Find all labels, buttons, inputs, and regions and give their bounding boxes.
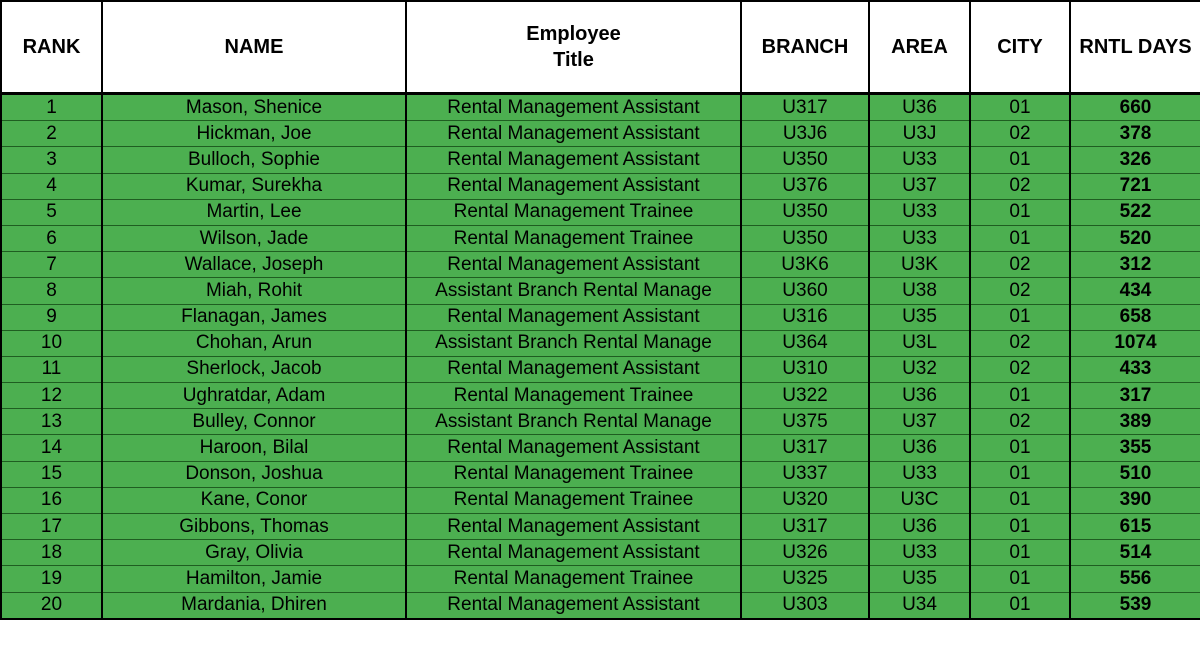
branch-cell: U350 xyxy=(741,199,869,225)
rank-cell: 13 xyxy=(1,409,102,435)
area-cell: U33 xyxy=(869,461,970,487)
city-cell: 01 xyxy=(970,566,1070,592)
table-row xyxy=(1,383,1200,409)
city-cell: 02 xyxy=(970,330,1070,356)
area-cell: U33 xyxy=(869,199,970,225)
name-cell: Chohan, Arun xyxy=(102,330,406,356)
rank-cell: 4 xyxy=(1,173,102,199)
city-cell: 01 xyxy=(970,147,1070,173)
rental-days-cell: 615 xyxy=(1070,514,1200,540)
name-cell: Mason, Shenice xyxy=(102,94,406,121)
branch-cell: U303 xyxy=(741,592,869,619)
branch-cell: U320 xyxy=(741,487,869,513)
rank-cell: 2 xyxy=(1,121,102,147)
name-cell: Bulley, Connor xyxy=(102,409,406,435)
rank-cell: 10 xyxy=(1,330,102,356)
name-cell: Gray, Olivia xyxy=(102,540,406,566)
table-row xyxy=(1,252,1200,278)
rental-days-cell: 433 xyxy=(1070,356,1200,382)
rental-days-cell: 1074 xyxy=(1070,330,1200,356)
rental-days-cell: 658 xyxy=(1070,304,1200,330)
employee-title-cell: Assistant Branch Rental Manage xyxy=(406,278,741,304)
branch-cell: U325 xyxy=(741,566,869,592)
name-cell: Bulloch, Sophie xyxy=(102,147,406,173)
city-cell: 01 xyxy=(970,592,1070,619)
area-cell: U38 xyxy=(869,278,970,304)
branch-cell: U317 xyxy=(741,94,869,121)
name-cell: Wilson, Jade xyxy=(102,225,406,251)
city-cell: 01 xyxy=(970,540,1070,566)
name-cell: Mardania, Dhiren xyxy=(102,592,406,619)
employee-title-cell: Rental Management Assistant xyxy=(406,94,741,121)
table-header xyxy=(1,1,1200,94)
rank-cell: 16 xyxy=(1,487,102,513)
rental-days-cell: 510 xyxy=(1070,461,1200,487)
area-cell: U33 xyxy=(869,540,970,566)
rental-days-cell: 326 xyxy=(1070,147,1200,173)
city-cell: 02 xyxy=(970,173,1070,199)
rental-days-cell: 312 xyxy=(1070,252,1200,278)
header-city: CITY xyxy=(970,1,1070,94)
name-cell: Miah, Rohit xyxy=(102,278,406,304)
employee-title-cell: Rental Management Trainee xyxy=(406,199,741,225)
area-cell: U3C xyxy=(869,487,970,513)
header-rental-days: RNTL DAYS xyxy=(1070,1,1200,94)
rank-cell: 12 xyxy=(1,383,102,409)
branch-cell: U316 xyxy=(741,304,869,330)
city-cell: 01 xyxy=(970,304,1070,330)
area-cell: U36 xyxy=(869,383,970,409)
name-cell: Martin, Lee xyxy=(102,199,406,225)
branch-cell: U375 xyxy=(741,409,869,435)
branch-cell: U326 xyxy=(741,540,869,566)
city-cell: 02 xyxy=(970,356,1070,382)
city-cell: 02 xyxy=(970,409,1070,435)
area-cell: U32 xyxy=(869,356,970,382)
branch-cell: U322 xyxy=(741,383,869,409)
rental-days-cell: 514 xyxy=(1070,540,1200,566)
city-cell: 02 xyxy=(970,121,1070,147)
table-row xyxy=(1,278,1200,304)
branch-cell: U360 xyxy=(741,278,869,304)
branch-cell: U310 xyxy=(741,356,869,382)
table-row xyxy=(1,199,1200,225)
branch-cell: U364 xyxy=(741,330,869,356)
rank-cell: 14 xyxy=(1,435,102,461)
branch-cell: U317 xyxy=(741,514,869,540)
area-cell: U35 xyxy=(869,566,970,592)
employee-title-cell: Rental Management Assistant xyxy=(406,121,741,147)
rank-cell: 19 xyxy=(1,566,102,592)
rank-cell: 5 xyxy=(1,199,102,225)
branch-cell: U337 xyxy=(741,461,869,487)
area-cell: U33 xyxy=(869,147,970,173)
table-body xyxy=(1,94,1200,619)
name-cell: Gibbons, Thomas xyxy=(102,514,406,540)
rank-cell: 7 xyxy=(1,252,102,278)
table-row xyxy=(1,94,1200,121)
table-row xyxy=(1,461,1200,487)
rank-cell: 15 xyxy=(1,461,102,487)
employee-title-cell: Rental Management Assistant xyxy=(406,173,741,199)
table-row xyxy=(1,356,1200,382)
area-cell: U3K xyxy=(869,252,970,278)
area-cell: U3L xyxy=(869,330,970,356)
city-cell: 01 xyxy=(970,487,1070,513)
branch-cell: U317 xyxy=(741,435,869,461)
name-cell: Sherlock, Jacob xyxy=(102,356,406,382)
area-cell: U34 xyxy=(869,592,970,619)
name-cell: Hickman, Joe xyxy=(102,121,406,147)
area-cell: U36 xyxy=(869,94,970,121)
rental-days-cell: 378 xyxy=(1070,121,1200,147)
name-cell: Donson, Joshua xyxy=(102,461,406,487)
employee-title-cell: Rental Management Assistant xyxy=(406,147,741,173)
header-employee-title: Employee Title xyxy=(406,1,741,94)
header-name: NAME xyxy=(102,1,406,94)
table-row xyxy=(1,409,1200,435)
name-cell: Ughratdar, Adam xyxy=(102,383,406,409)
rank-cell: 17 xyxy=(1,514,102,540)
header-area: AREA xyxy=(869,1,970,94)
table-row xyxy=(1,147,1200,173)
employee-title-cell: Rental Management Trainee xyxy=(406,461,741,487)
employee-title-cell: Assistant Branch Rental Manage xyxy=(406,409,741,435)
branch-cell: U376 xyxy=(741,173,869,199)
employee-title-cell: Rental Management Trainee xyxy=(406,487,741,513)
rank-cell: 9 xyxy=(1,304,102,330)
table-row xyxy=(1,225,1200,251)
city-cell: 02 xyxy=(970,252,1070,278)
branch-cell: U350 xyxy=(741,147,869,173)
rental-days-cell: 660 xyxy=(1070,94,1200,121)
city-cell: 02 xyxy=(970,278,1070,304)
table-row xyxy=(1,330,1200,356)
rank-cell: 8 xyxy=(1,278,102,304)
rank-cell: 1 xyxy=(1,94,102,121)
employee-title-cell: Rental Management Assistant xyxy=(406,356,741,382)
employee-title-cell: Rental Management Assistant xyxy=(406,514,741,540)
name-cell: Flanagan, James xyxy=(102,304,406,330)
rental-days-cell: 317 xyxy=(1070,383,1200,409)
city-cell: 01 xyxy=(970,225,1070,251)
employee-title-cell: Rental Management Trainee xyxy=(406,225,741,251)
name-cell: Haroon, Bilal xyxy=(102,435,406,461)
employee-title-cell: Rental Management Assistant xyxy=(406,304,741,330)
name-cell: Kumar, Surekha xyxy=(102,173,406,199)
header-branch: BRANCH xyxy=(741,1,869,94)
table-row xyxy=(1,173,1200,199)
table-row xyxy=(1,540,1200,566)
area-cell: U33 xyxy=(869,225,970,251)
area-cell: U35 xyxy=(869,304,970,330)
table-row xyxy=(1,121,1200,147)
employee-title-cell: Rental Management Assistant xyxy=(406,435,741,461)
city-cell: 01 xyxy=(970,514,1070,540)
rank-cell: 6 xyxy=(1,225,102,251)
rank-cell: 18 xyxy=(1,540,102,566)
table-row xyxy=(1,435,1200,461)
employee-title-cell: Rental Management Trainee xyxy=(406,566,741,592)
rental-days-cell: 522 xyxy=(1070,199,1200,225)
rental-days-cell: 434 xyxy=(1070,278,1200,304)
employee-title-cell: Assistant Branch Rental Manage xyxy=(406,330,741,356)
name-cell: Hamilton, Jamie xyxy=(102,566,406,592)
area-cell: U3J xyxy=(869,121,970,147)
table-row xyxy=(1,592,1200,619)
rank-cell: 3 xyxy=(1,147,102,173)
city-cell: 01 xyxy=(970,461,1070,487)
rental-days-cell: 721 xyxy=(1070,173,1200,199)
area-cell: U37 xyxy=(869,173,970,199)
rental-days-cell: 390 xyxy=(1070,487,1200,513)
city-cell: 01 xyxy=(970,435,1070,461)
table-row xyxy=(1,487,1200,513)
table-row xyxy=(1,304,1200,330)
rental-days-cell: 539 xyxy=(1070,592,1200,619)
branch-cell: U3K6 xyxy=(741,252,869,278)
area-cell: U36 xyxy=(869,514,970,540)
branch-cell: U350 xyxy=(741,225,869,251)
rental-days-cell: 520 xyxy=(1070,225,1200,251)
rank-cell: 11 xyxy=(1,356,102,382)
header-rank: RANK xyxy=(1,1,102,94)
rental-days-cell: 355 xyxy=(1070,435,1200,461)
table-row xyxy=(1,566,1200,592)
header-row xyxy=(1,1,1200,94)
area-cell: U36 xyxy=(869,435,970,461)
area-cell: U37 xyxy=(869,409,970,435)
name-cell: Wallace, Joseph xyxy=(102,252,406,278)
rental-days-cell: 389 xyxy=(1070,409,1200,435)
city-cell: 01 xyxy=(970,94,1070,121)
employee-title-cell: Rental Management Assistant xyxy=(406,592,741,619)
name-cell: Kane, Conor xyxy=(102,487,406,513)
employee-title-cell: Rental Management Trainee xyxy=(406,383,741,409)
rank-cell: 20 xyxy=(1,592,102,619)
employee-title-cell: Rental Management Assistant xyxy=(406,540,741,566)
city-cell: 01 xyxy=(970,383,1070,409)
employee-title-cell: Rental Management Assistant xyxy=(406,252,741,278)
rental-days-cell: 556 xyxy=(1070,566,1200,592)
branch-cell: U3J6 xyxy=(741,121,869,147)
city-cell: 01 xyxy=(970,199,1070,225)
table-row xyxy=(1,514,1200,540)
